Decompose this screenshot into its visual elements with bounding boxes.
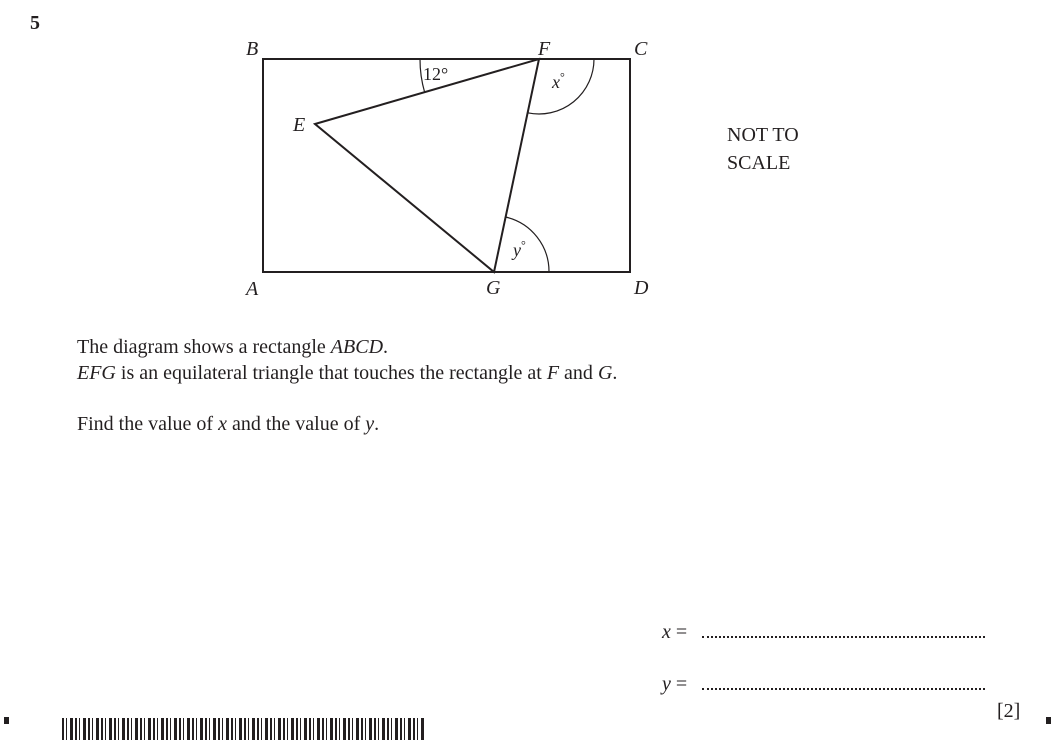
question-statement-line2 [77, 362, 617, 385]
answer-x-label: x [662, 621, 671, 643]
answer-y-equals: = [675, 673, 688, 695]
vertex-label-c: C [634, 38, 648, 60]
statement-line1-suffix: . [383, 336, 389, 358]
vertex-label-a: A [246, 278, 259, 300]
statement-line2-suffix: . [612, 362, 618, 384]
task-var-x: x [218, 413, 227, 435]
angle-degree-y: ° [521, 238, 526, 252]
statement-line2-mid: is an equilateral triangle that touches the rectangle at [115, 362, 547, 384]
rectangle-abcd [263, 59, 630, 272]
rectangle-triangle-diagram [0, 0, 1056, 320]
statement-line2-italic-b: F [546, 362, 560, 384]
angle-label-y [511, 238, 526, 260]
angle-var-x: x [552, 72, 560, 92]
corner-registration-mark-right [1046, 717, 1051, 724]
angle-var-y: y [513, 240, 521, 260]
vertex-label-b: B [246, 38, 259, 60]
statement-line2-italic-a: EFG [77, 362, 116, 384]
triangle-efg [315, 59, 539, 272]
vertex-label-e: E [293, 114, 306, 136]
question-statement-line1 [77, 336, 388, 359]
angle-degree-x: ° [560, 70, 565, 84]
scale-note-line2: SCALE [727, 152, 791, 174]
answer-x-line [662, 621, 985, 644]
task-mid: and the value of [226, 413, 366, 435]
statement-line2-and: and [559, 362, 598, 384]
angle-label-12: 12° [423, 64, 449, 84]
answer-y-label: y [662, 673, 671, 695]
task-suffix: . [374, 413, 380, 435]
answer-x-equals: = [675, 621, 688, 643]
question-task [77, 413, 379, 436]
not-to-scale-note [727, 121, 799, 177]
vertex-label-f: F [538, 38, 551, 60]
answer-y-field[interactable] [702, 674, 985, 690]
statement-line2-italic-c: G [597, 362, 613, 384]
scale-note-line1: NOT TO [727, 124, 799, 146]
barcode [62, 718, 424, 740]
statement-line1-prefix: The diagram shows a rectangle [77, 336, 331, 358]
marks-allocation: [2] [997, 700, 1021, 722]
corner-registration-mark-left [4, 717, 9, 724]
question-number: 5 [30, 12, 40, 34]
statement-line1-italic: ABCD [330, 336, 384, 358]
task-var-y: y [365, 413, 375, 435]
task-prefix: Find the value of [77, 413, 219, 435]
vertex-label-g: G [486, 277, 501, 299]
answer-x-field[interactable] [702, 622, 985, 638]
answer-y-line [662, 673, 985, 696]
vertex-label-d: D [634, 277, 649, 299]
angle-label-x [551, 70, 565, 92]
